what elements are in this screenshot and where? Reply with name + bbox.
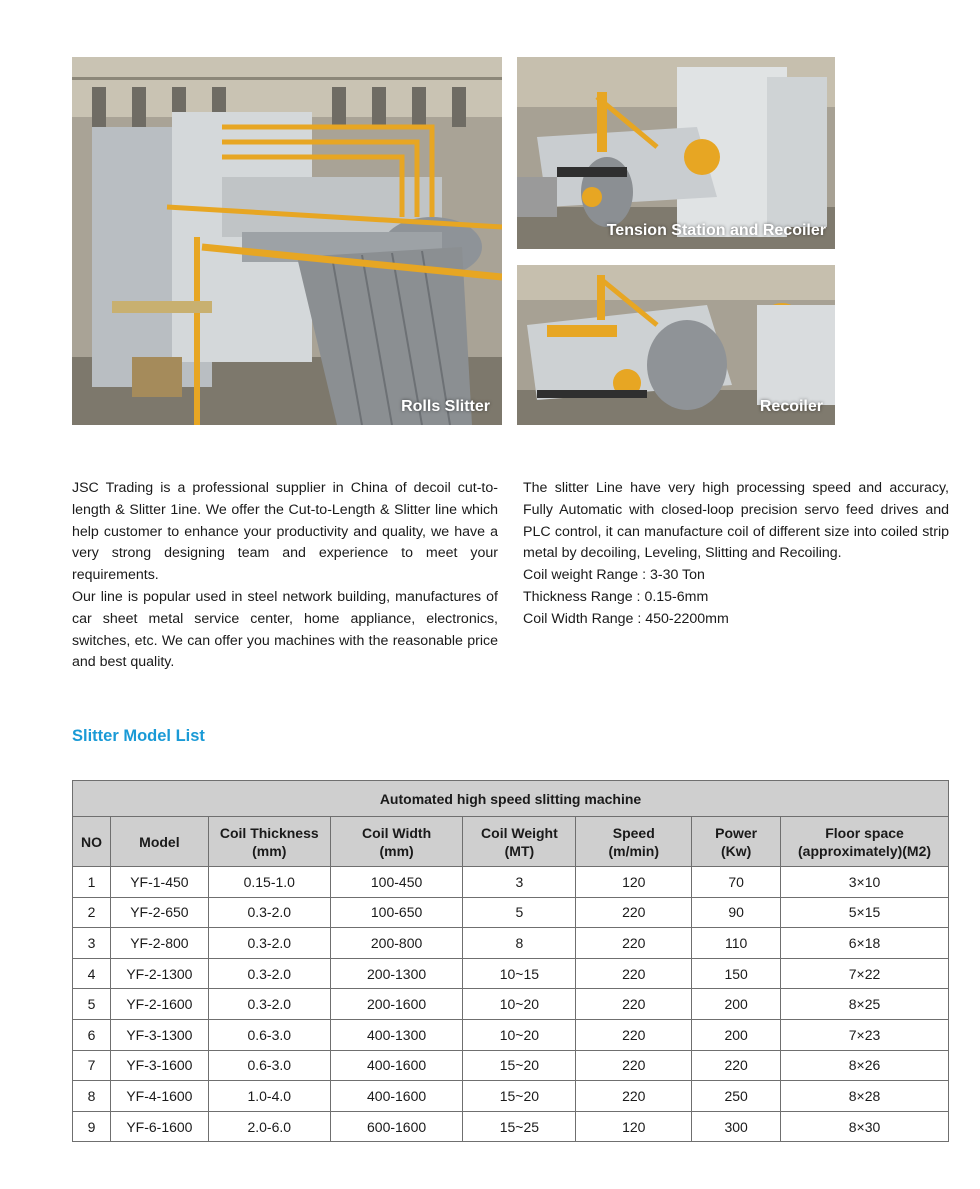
tension-station-illustration — [517, 57, 835, 249]
column-header-label: Speed — [612, 824, 655, 841]
intro-paragraph: JSC Trading is a professional supplier in China of decoil cut-to-length & Slitter 1ine. We offer the Cut-to-Length & Slitter line which help customer to enhance your productivity and quality, we have a very strong designing team and experience to meet your requirements. — [72, 480, 498, 584]
table-cell: 8×30 — [781, 1111, 949, 1142]
table-cell: 200-1300 — [330, 958, 463, 989]
photo-caption: Recoiler — [759, 398, 823, 415]
table-row — [73, 1081, 949, 1112]
table-row — [73, 897, 949, 928]
table-row — [73, 867, 949, 898]
table-cell: 200-800 — [330, 928, 463, 959]
table-cell: 220 — [576, 1019, 692, 1050]
table-row — [73, 989, 949, 1020]
table-cell: 3×10 — [781, 867, 949, 898]
table-cell: 400-1600 — [330, 1050, 463, 1081]
column-header-label: Coil Width — [362, 824, 432, 841]
table-cell: 0.3-2.0 — [208, 958, 330, 989]
table-cell: 6 — [73, 1019, 111, 1050]
table-cell: 220 — [576, 897, 692, 928]
table-row — [73, 1050, 949, 1081]
table-cell: 0.6-3.0 — [208, 1019, 330, 1050]
intro-left-column — [72, 478, 498, 674]
column-header-label: Model — [139, 833, 180, 850]
table-cell: 8 — [73, 1081, 111, 1112]
table-cell: 2.0-6.0 — [208, 1111, 330, 1142]
column-header-unit: (Kw) — [720, 842, 752, 859]
column-header-label: Power — [715, 824, 758, 841]
table-cell: 220 — [576, 1081, 692, 1112]
table-cell: 9 — [73, 1111, 111, 1142]
table-row — [73, 958, 949, 989]
table-row — [73, 1019, 949, 1050]
table-cell: 15~20 — [463, 1050, 576, 1081]
table-cell: 7×22 — [781, 958, 949, 989]
section-title: Slitter Model List — [72, 727, 205, 745]
table-cell: 8×26 — [781, 1050, 949, 1081]
table-cell: 90 — [692, 897, 781, 928]
table-cell: 220 — [692, 1050, 781, 1081]
table-cell: 200-1600 — [330, 989, 463, 1020]
table-cell: 100-650 — [330, 897, 463, 928]
table-cell: 8×28 — [781, 1081, 949, 1112]
table-cell: 8×25 — [781, 989, 949, 1020]
table-cell: 1 — [73, 867, 111, 898]
table-cell: 400-1300 — [330, 1019, 463, 1050]
table-cell: 110 — [692, 928, 781, 959]
table-cell: 2 — [73, 897, 111, 928]
table-cell: YF-2-650 — [110, 897, 208, 928]
coil-width-range: Coil Width Range : 450-2200mm — [523, 610, 729, 627]
column-header-unit: (MT) — [504, 842, 535, 859]
table-cell: 4 — [73, 958, 111, 989]
table-cell: 3 — [73, 928, 111, 959]
table-cell: 220 — [576, 1050, 692, 1081]
table-cell: 120 — [576, 867, 692, 898]
column-header-unit: (m/min) — [608, 842, 660, 859]
column-header — [692, 817, 781, 867]
table-cell: 300 — [692, 1111, 781, 1142]
table-cell: 200 — [692, 989, 781, 1020]
table-cell: 5 — [463, 897, 576, 928]
table-cell: 600-1600 — [330, 1111, 463, 1142]
table-cell: 15~25 — [463, 1111, 576, 1142]
table-cell: YF-1-450 — [110, 867, 208, 898]
table-row — [73, 1111, 949, 1142]
table-cell: 7 — [73, 1050, 111, 1081]
table-cell: 10~20 — [463, 1019, 576, 1050]
column-header-label: NO — [80, 833, 102, 850]
table-cell: 200 — [692, 1019, 781, 1050]
column-header-unit: (mm) — [379, 842, 414, 859]
table-cell: 15~20 — [463, 1081, 576, 1112]
table-cell: 220 — [576, 989, 692, 1020]
column-header — [330, 817, 463, 867]
table-cell: 8 — [463, 928, 576, 959]
column-header — [463, 817, 576, 867]
table-cell: 220 — [576, 958, 692, 989]
photo-caption: Tension Station and Recoiler — [606, 222, 826, 239]
table-row — [73, 928, 949, 959]
table-cell: 120 — [576, 1111, 692, 1142]
table-cell: 0.3-2.0 — [208, 989, 330, 1020]
intro-paragraph: The slitter Line have very high processing speed and accuracy, Fully Automatic with closed-loop precision servo feed drives and PLC control, it can manufacture coil of different size into coiled strip metal by decoiling, Leveling, Slitting and Recoiling. — [523, 480, 949, 562]
table-caption: Automated high speed slitting machine — [73, 781, 949, 817]
table-cell: 250 — [692, 1081, 781, 1112]
column-header — [208, 817, 330, 867]
table-cell: YF-2-1300 — [110, 958, 208, 989]
table-cell: YF-6-1600 — [110, 1111, 208, 1142]
table-cell: 400-1600 — [330, 1081, 463, 1112]
intro-right-column — [523, 478, 949, 631]
table-cell: 0.3-2.0 — [208, 897, 330, 928]
table-cell: 0.3-2.0 — [208, 928, 330, 959]
table-cell: 0.15-1.0 — [208, 867, 330, 898]
table-cell: 10~15 — [463, 958, 576, 989]
column-header-label: Coil Weight — [481, 824, 558, 841]
table-cell: 0.6-3.0 — [208, 1050, 330, 1081]
column-header — [110, 817, 208, 867]
table-cell: 10~20 — [463, 989, 576, 1020]
table-cell: 3 — [463, 867, 576, 898]
column-header-label: Floor space — [825, 824, 904, 841]
coil-weight-range: Coil weight Range : 3-30 Ton — [523, 567, 705, 584]
table-cell: 5×15 — [781, 897, 949, 928]
table-cell: YF-3-1600 — [110, 1050, 208, 1081]
column-header — [73, 817, 111, 867]
rolls-slitter-illustration — [72, 57, 502, 425]
table-cell: 7×23 — [781, 1019, 949, 1050]
slitter-model-table — [72, 780, 949, 1142]
intro-paragraph: Our line is popular used in steel network building, manufactures of car sheet metal service center, home appliance, electronics, switches, etc. We can offer you machines with the reasonable price and best quality. — [72, 588, 498, 671]
table-cell: 70 — [692, 867, 781, 898]
column-header — [781, 817, 949, 867]
photo-caption: Rolls Slitter — [401, 398, 490, 415]
thickness-range: Thickness Range : 0.15-6mm — [523, 588, 709, 605]
column-header-unit: (approximately)(M2) — [798, 842, 932, 859]
table-cell: YF-3-1300 — [110, 1019, 208, 1050]
table-cell: YF-2-800 — [110, 928, 208, 959]
table-body — [73, 867, 949, 1142]
tension-station-photo — [517, 57, 835, 249]
recoiler-photo — [517, 265, 835, 425]
table-cell: 150 — [692, 958, 781, 989]
table-header-row — [73, 817, 949, 867]
table-cell: 1.0-4.0 — [208, 1081, 330, 1112]
table-cell: 5 — [73, 989, 111, 1020]
column-header-unit: (mm) — [252, 842, 287, 859]
table-cell: 220 — [576, 928, 692, 959]
table-cell: 100-450 — [330, 867, 463, 898]
table-cell: YF-4-1600 — [110, 1081, 208, 1112]
column-header-label: Coil Thickness — [219, 824, 319, 841]
column-header — [576, 817, 692, 867]
rolls-slitter-photo — [72, 57, 502, 425]
table-cell: YF-2-1600 — [110, 989, 208, 1020]
table-cell: 6×18 — [781, 928, 949, 959]
